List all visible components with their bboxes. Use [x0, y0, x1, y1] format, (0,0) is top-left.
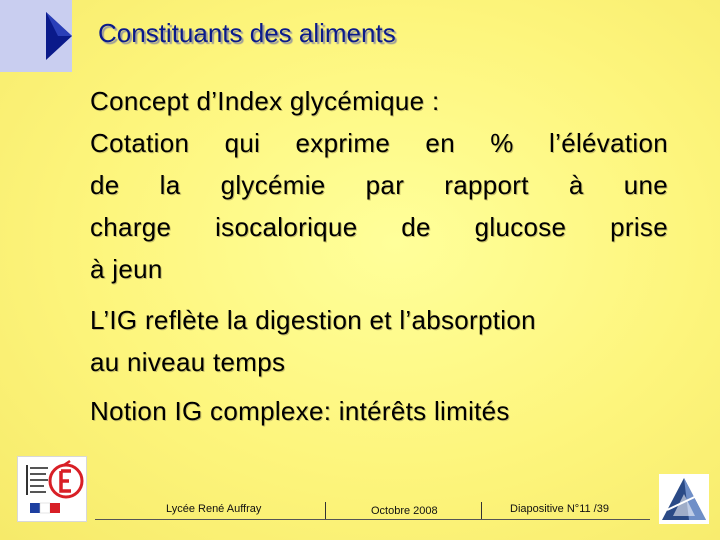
footer-rule: [95, 519, 650, 520]
paragraph-line: à jeun: [90, 254, 163, 284]
footer-slide-number: Diapositive N°11 /39: [510, 503, 609, 515]
paragraph-line: Notion IG complexe: intérêts limités: [90, 396, 510, 426]
corner-decoration: [0, 0, 72, 72]
paragraph-ig-digestion: [90, 299, 536, 383]
ministere-education-logo: [17, 456, 87, 522]
paragraph-line: L’IG reflète la digestion et l’absorption: [90, 305, 536, 335]
paragraph-index-glycemique: [90, 80, 668, 290]
footer-date: Octobre 2008: [371, 505, 438, 517]
footer-separator: [325, 502, 326, 519]
paragraph-line: au niveau temps: [90, 347, 286, 377]
triangle-logo: [659, 474, 709, 524]
paragraph-line: Concept d’Index glycémique :: [90, 86, 440, 116]
slide-title: Constituants des aliments: [98, 18, 396, 48]
paragraph-line: de la glycémie par rapport à une: [90, 170, 668, 200]
paragraph-line: charge isocalorique de glucose prise: [90, 212, 668, 242]
footer-separator: [481, 502, 482, 519]
footer-school: Lycée René Auffray: [166, 503, 262, 515]
paragraph-line: Cotation qui exprime en % l’élévation: [90, 128, 668, 158]
play-arrow-icon: [44, 10, 74, 62]
paragraph-notion-ig: [90, 390, 510, 432]
